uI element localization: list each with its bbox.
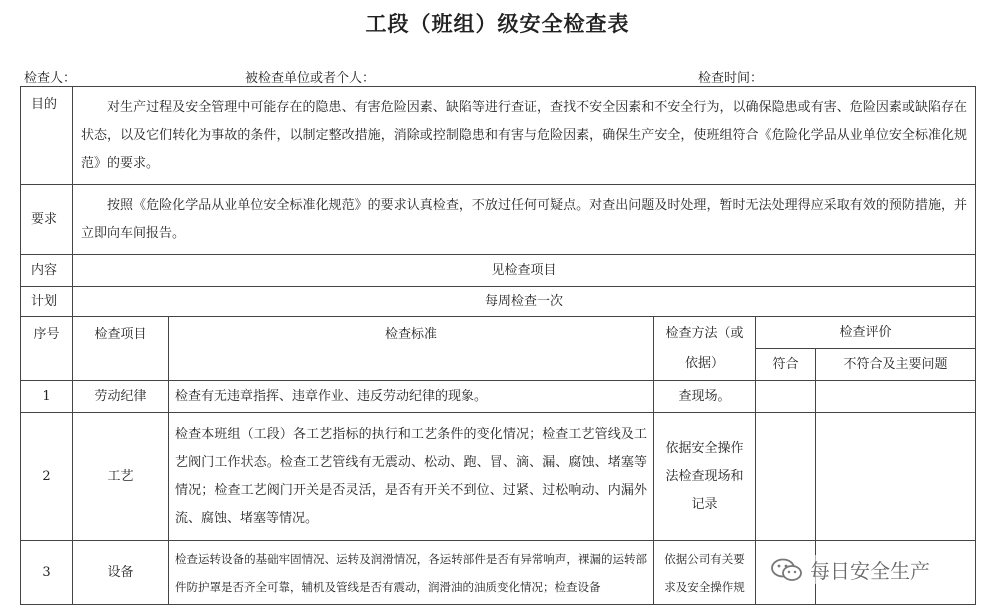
requirement-label: 要求 bbox=[21, 185, 73, 255]
item-name: 劳动纪律 bbox=[73, 381, 169, 413]
table-row bbox=[21, 413, 976, 541]
header-nonconform: 不符合及主要问题 bbox=[816, 349, 976, 381]
watermark-text: 每日安全生产 bbox=[810, 559, 930, 583]
content-label: 内容 bbox=[21, 255, 73, 287]
item-method: 依据公司有关要求及安全操作规 bbox=[654, 541, 756, 605]
header-method: 检查方法（或依据） bbox=[654, 317, 756, 381]
plan-text: 每周检查一次 bbox=[73, 287, 976, 317]
plan-row bbox=[21, 287, 976, 317]
purpose-row bbox=[21, 87, 976, 185]
inspector-label: 检查人： bbox=[24, 71, 77, 86]
item-nonconform-cell[interactable] bbox=[816, 381, 976, 413]
wechat-icon bbox=[770, 558, 804, 582]
inspection-table bbox=[20, 86, 976, 605]
content-row bbox=[21, 255, 976, 287]
item-method: 查现场。 bbox=[654, 381, 756, 413]
header-conform: 符合 bbox=[756, 349, 816, 381]
item-name: 设备 bbox=[73, 541, 169, 605]
item-method: 依据安全操作法检查现场和记录 bbox=[654, 413, 756, 541]
inspect-time-label: 检查时间： bbox=[698, 71, 764, 86]
header-row bbox=[21, 317, 976, 349]
page-title: 工段（班组）级安全检查表 bbox=[365, 11, 630, 36]
item-conform-cell[interactable] bbox=[756, 413, 816, 541]
item-standard: 检查有无违章指挥、违章作业、违反劳动纪律的现象。 bbox=[169, 381, 654, 413]
item-standard: 检查本班组（工段）各工艺指标的执行和工艺条件的变化情况；检查工艺管线及工艺阀门工作状态。检查工艺管线有无震动、松动、跑、冒、滴、漏、腐蚀、堵塞等情况；检查工艺阀门开关是否灵活，是否有开关不到位、过紧、过松响动、内漏外流、腐蚀、堵塞等情况。 bbox=[169, 413, 654, 541]
item-seq: 3 bbox=[21, 541, 73, 605]
plan-label: 计划 bbox=[21, 287, 73, 317]
content-text: 见检查项目 bbox=[73, 255, 976, 287]
item-conform-cell[interactable] bbox=[756, 381, 816, 413]
item-name: 工艺 bbox=[73, 413, 169, 541]
purpose-text: 对生产过程及安全管理中可能存在的隐患、有害危险因素、缺陷等进行查证，查找不安全因素和不安全行为，以确保隐患或有害、危险因素或缺陷存在状态，以及它们转化为事故的条件，以制定整改措施，消除或控制隐患和有害与危险因素，确保生产安全，使班组符合《危险化学品从业单位安全标准化规范》的要求。 bbox=[73, 87, 976, 185]
requirement-text: 按照《危险化学品从业单位安全标准化规范》的要求认真检查，不放过任何可疑点。对查出问题及时处理，暂时无法处理得应采取有效的预防措施，并立即向车间报告。 bbox=[73, 185, 976, 255]
item-seq: 2 bbox=[21, 413, 73, 541]
header-evaluation: 检查评价 bbox=[756, 317, 976, 349]
item-nonconform-cell[interactable] bbox=[816, 413, 976, 541]
inspected-unit-label: 被检查单位或者个人： bbox=[245, 71, 376, 86]
header-seq: 序号 bbox=[21, 317, 73, 381]
item-standard: 检查运转设备的基础牢固情况、运转及润滑情况，各运转部件是否有异常响声，裸漏的运转部件防护罩是否齐全可靠，辅机及管线是否有震动，润滑油的油质变化情况；检查设备 bbox=[169, 541, 654, 605]
requirement-row bbox=[21, 185, 976, 255]
header-item: 检查项目 bbox=[73, 317, 169, 381]
header-standard: 检查标准 bbox=[169, 317, 654, 381]
table-row bbox=[21, 381, 976, 413]
watermark bbox=[770, 555, 930, 584]
item-seq: 1 bbox=[21, 381, 73, 413]
purpose-label: 目的 bbox=[21, 87, 73, 185]
